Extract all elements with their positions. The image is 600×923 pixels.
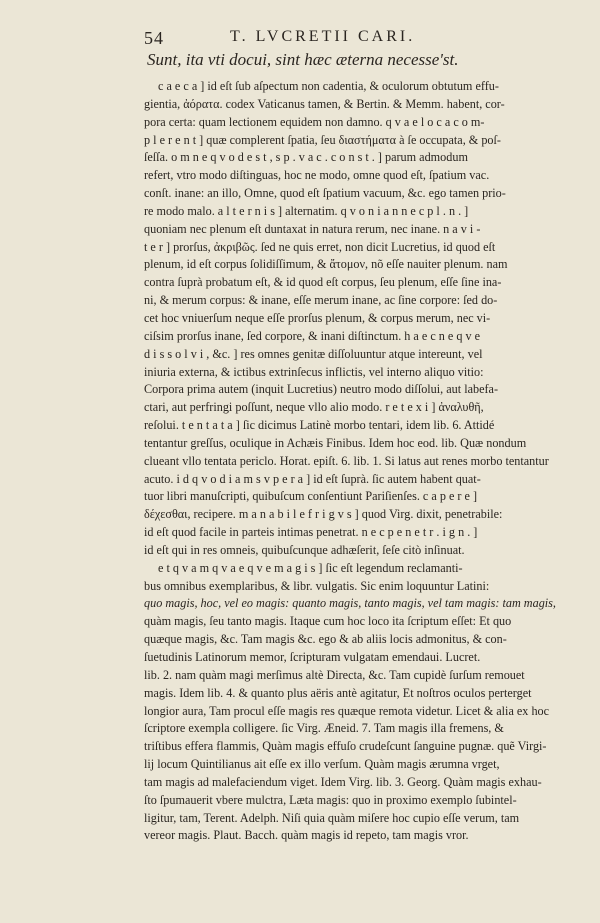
text-line: triſtibus effera flammis, Quàm magis effuſo crudeſcunt ſanguine pugnæ. quẽ Virgi- [144, 739, 547, 754]
text-line: contra ſuprà probatum eſt, & id quod eſt corpus, ſeu plenum, eſſe ſine ina- [144, 275, 502, 290]
running-title: T. LVCRETII CARI. [230, 28, 416, 45]
text-line: p l e r e n t ] quæ complerent ſpatia, ſeu διαστήματα à ſe occupata, & poſ- [144, 132, 501, 147]
text-line: ctari, aut perfringi poſſunt, neque vllo alio modo. r e t e x i ] ἀναλυθῆ, [144, 400, 484, 415]
text-line: ſeſſa. o m n e q v o d e s t , s p . v a c . c o n s t . ] parum admodum [144, 150, 468, 165]
page-number: 54 [144, 28, 164, 48]
text-line: e t q v a m q v a e q v e m a g i s ] ſic eſt legendum reclamanti- [158, 560, 463, 575]
text-line: quàm magis, ſeu tanto magis. Itaque cum hoc loco ita ſcriptum eſſet: Et quo [144, 614, 512, 629]
text-line: ligitur, tam, Terent. Adelph. Niſi quia quàm miſere hoc cupio eſſe verum, tam [144, 810, 520, 825]
text-line: quo magis, hoc, vel eo magis: quanto magis, tanto magis, vel tam magis: tam magis, [144, 596, 556, 611]
text-line: tuor libri manuſcripti, quibuſcum conſentiunt Pariſienſes. c a p e r e ] [144, 489, 478, 504]
text-line: quæque magis, &c. Tam magis &c. ego & ab aliis locis admonitus, & con- [144, 632, 507, 647]
text-line: ni, & merum corpus: & inane, eſſe merum inane, ac ſine corpore: ſed do- [144, 293, 498, 308]
verse-lemma: Sunt, ita vti docui, sint hæc æterna necesse'st. [147, 50, 459, 69]
text-line: bus omnibus exemplaribus, & libr. vulgatis. Sic enim loquuntur Latini: [144, 578, 490, 593]
text-line: t e r ] prorſus, ἀκριβῶς. ſed ne quis erret, non dicit Lucretius, id quod eſt [144, 239, 496, 254]
text-line: Corpora prima autem (inquit Lucretius) neutro modo diſſolui, aut labefa- [144, 382, 499, 397]
text-line: acuto. i d q v o d i a m s v p e r a ] id eſt ſuprà. ſic autem habent quat- [144, 471, 481, 486]
text-line: id eſt quod facile in parteis intimas penetrat. n e c p e n e t r . i g n . ] [144, 525, 478, 540]
text-line: ſuetudinis Latinorum memor, ſcripturam vulgatam emendaui. Lucret. [144, 650, 481, 664]
commentary-text [144, 78, 576, 845]
text-line: ſto ſpumauerit vbere mulctra, Læta magis: quo in proximo exemplo ſubintel- [144, 792, 517, 807]
text-line: δέχεσθαι, recipere. m a n a b i l e f r i g v s ] quod Virg. dixit, penetrabile: [144, 507, 503, 522]
text-line: clueant vllo tentata periclo. Horat. epiſt. 6. lib. 1. Si latus aut renes morbo tentantur [144, 453, 549, 468]
text-line: id eſt qui in res omneis, quibuſcunque adhæſerit, ſeſe citò inſinuat. [144, 542, 465, 557]
text-line: lij locum Quintilianus ait eſſe ex illo verſum. Quàm magis ærumna vrget, [144, 757, 500, 772]
text-line: refert, vtro modo diſtinguas, hoc ne modo, omne quod eſt, ſpatium vac. [144, 168, 490, 183]
text-line: quoniam nec plenum eſt duntaxat in natura rerum, nec inane. n a v i - [144, 221, 481, 236]
text-line: cet hoc vniuerſum neque eſſe prorſus plenum, & corpus merum, nec vi- [144, 310, 491, 325]
text-line: gientia, ἀόρατα. codex Vaticanus tamen, & Bertin. & Memm. habent, cor- [144, 96, 505, 111]
text-line: re modo malo. a l t e r n i s ] alternatim. q v o n i a n n e c p l . n . ] [144, 203, 469, 218]
text-line: lib. 2. nam quàm magi merſimus altè Directa, &c. Tam cupidè ſurſum remouet [144, 667, 525, 682]
page-header [144, 28, 574, 50]
text-line: reſolui. t e n t a t a ] ſic dicimus Latinè morbo tentari, idem lib. 6. Attidé [144, 418, 495, 433]
text-line: iniuria externa, & ictibus extrinſecus inflictis, vel interno aliquo vitio: [144, 364, 484, 379]
text-line: tentantur greſſus, oculique in Achæis Finibus. Idem hoc eod. lib. Quæ nondum [144, 435, 527, 450]
text-line: d i s s o l v i , &c. ] res omnes genitæ diſſoluuntur atque intereunt, vel [144, 346, 483, 361]
text-line: longior aura, Tam procul eſſe magis res quæque remota videtur. Licet & alia ex hoc [144, 703, 550, 718]
text-line: tam magis ad malefaciendum viget. Idem Virg. lib. 3. Georg. Quàm magis exhau- [144, 774, 542, 789]
text-line: conſt. inane: an illo, Omne, quod eſt ſpatium vacuum, &c. ego tamen prio- [144, 186, 506, 201]
text-line: ſcriptore exempla colligere. ſic Virg. Æneid. 7. Tam magis illa fremens, & [144, 721, 504, 736]
text-line: pora certa: quam lectionem equidem non damno. q v a e l o c a c o m- [144, 114, 485, 129]
text-line: ciſsim prorſus inane, ſed corpore, & inani diſtinctum. h a e c n e q v e [144, 328, 481, 343]
text-line: magis. Idem lib. 4. & quanto plus aëris antè agitatur, Et noſtros oculos perterget [144, 685, 532, 700]
text-line: c a e c a ] id eſt ſub aſpectum non cadentia, & oculorum obtutum effu- [158, 79, 499, 93]
text-line: plenum, id eſt corpus ſolidiſſimum, & ἄτομον, nõ eſſe nauiter plenum. nam [144, 257, 508, 272]
text-line: vereor magis. Plaut. Bacch. quàm magis id repeto, tam magis vror. [144, 828, 469, 843]
